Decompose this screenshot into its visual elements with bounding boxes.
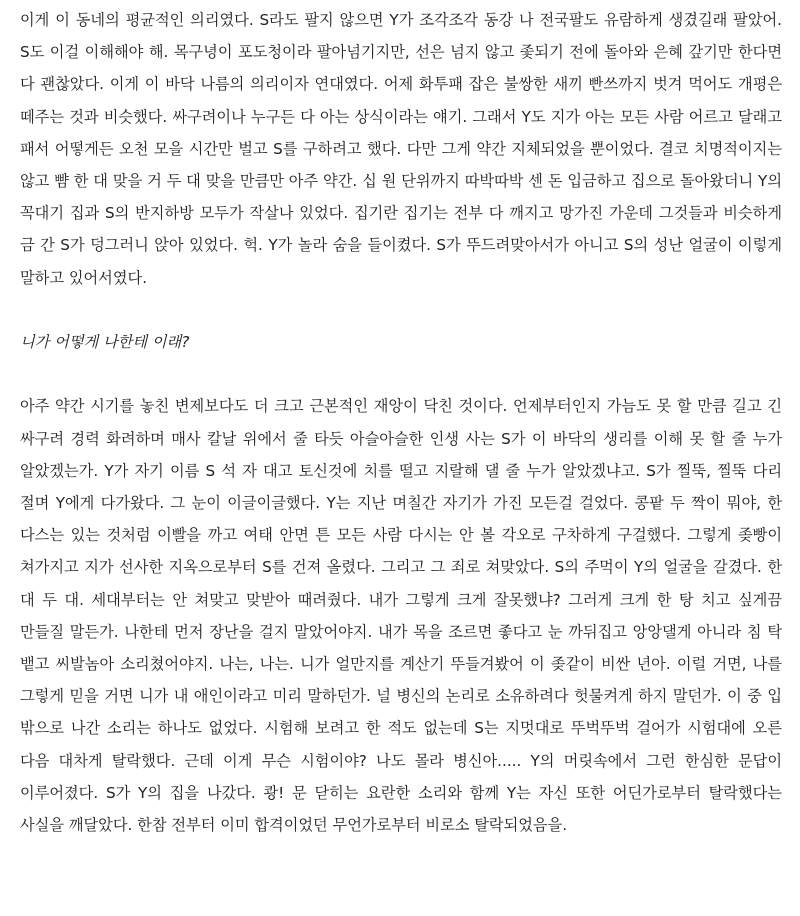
paragraph-2: 아주 약간 시기를 놓친 변제보다도 더 크고 근본적인 재앙이 닥친 것이다. 언제부터인지 가늠도 못 할 만큼 길고 긴 싸구려 경력 화려하며 매사 칼날 위에서 줄 타듯 아슬아슬한 인생 사는 S가 이 바닥의 생리를 이해 못 할 줄 누가 알았겠는가. Y가 자기 이름 S 석 자 대고 토신것에 치를 떨고 지랄해 댈 줄 누가 알았겠냐고. S가 찔뚝, 찔뚝 다리 절며 Y에게 다가왔다. 그 눈이 이글이글했다. Y는 지난 며칠간 자기가 가진 모든걸 걸었다. 콩팥 두 짝이 뭐야, 한 다스는 있는 것처럼 이빨을 까고 여태 안면 튼 모든 사람 다시는 안 볼 각오로 구차하게 구걸했다. 그렇게 좆빵이 쳐가지고 지가 선사한 지옥으로부터 S를 건져 올렸다. 그리고 그 죄로 쳐맞았다. S의 주먹이 Y의 얼굴을 갈겼다. 한 대 두 대. 세대부터는 안 쳐맞고 맞받아 때려줬다. 내가 그렇게 크게 잘못했냐? 그러게 크게 한 탕 치고 싶게끔 만들질 말든가. 나한테 먼저 장난을 걸지 말았어야지. 내가 목을 조르면 좋다고 눈 까뒤집고 앙앙댈게 아니라 침 탁 뱉고 씨발놈아 소리쳤어야지. 나는, 나는. 니가 얼만지를 계산기 뚜들겨봤어 이 좆같이 비싼 년아. 이럴 거면, 나를 그렇게 믿을 거면 니가 내 애인이라고 미리 말하던가. 널 병신의 논리로 소유하려다 헛물켜게 하지 말던가. 이 중 입 밖으로 나간 소리는 하나도 없었다. 시험해 보려고 한 적도 없는데 S는 지멋대로 뚜벅뚜벅 걸어가 시험대에 오른 다음 대차게 탈락했다. 근데 이게 무슨 시험이야? 나도 몰라 병신아..... Y의 머릿속에서 그런 한심한 문답이 이루어졌다. S가 Y의 집을 나갔다. 쾅! 문 닫히는 요란한 소리와 함께 Y는 자신 또한 어딘가로부터 탈락했다는 사실을 깨달았다. 한참 전부터 이미 합격이었던 무언가로부터 비로소 탈락되었음을. — [20, 397, 782, 835]
italic-dialogue-line: 니가 어떻게 나한테 이래? — [20, 333, 190, 352]
document-body — [20, 4, 782, 841]
paragraph-1: 이게 이 동네의 평균적인 의리였다. S라도 팔지 않으면 Y가 조각조각 동강 나 전국팔도 유람하게 생겼길래 팔았어. S도 이걸 이해해야 해. 목구녕이 포도청이라 팔아넘기지만, 선은 넘지 않고 좇되기 전에 돌아와 은혜 갚기만 한다면 다 괜찮았다. 이게 이 바닥 나름의 의리이자 연대였다. 어제 화투패 잡은 불쌍한 새끼 빤쓰까지 벗겨 먹어도 개평은 떼주는 것과 비슷했다. 싸구려이나 누구든 다 아는 상식이라는 얘기. 그래서 Y도 지가 아는 모든 사람 어르고 달래고 패서 어떻게든 오천 모을 시간만 벌고 S를 구하려고 했다. 다만 그게 약간 지체되었을 뿐이었다. 결코 치명적이지는 않고 뺨 한 대 맞을 거 두 대 맞을 만큼만 아주 약간. 십 원 단위까지 따박따박 센 돈 입금하고 집으로 돌아왔더니 Y의 꼭대기 집과 S의 반지하방 모두가 작살나 있었다. 집기란 집기는 전부 다 깨지고 망가진 가운데 그것들과 비슷하게 금 간 S가 덩그러니 앉아 있었다. 헉. Y가 놀라 숨을 들이켰다. S가 뚜드려맞아서가 아니고 S의 성난 얼굴이 이렇게 말하고 있어서였다. — [20, 11, 782, 287]
paragraph-gap — [20, 294, 782, 326]
paragraph-gap — [20, 358, 782, 390]
